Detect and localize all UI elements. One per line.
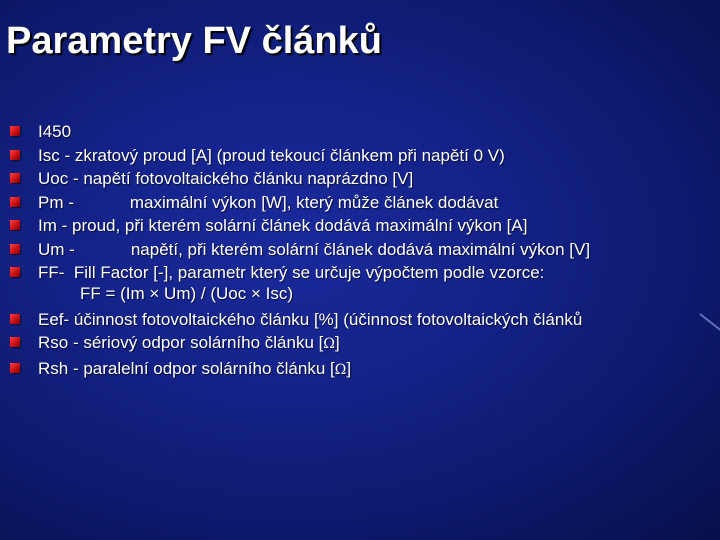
item-text: - proud, při kterém solární článek dodává maximální výkon [A]	[56, 216, 528, 235]
item-term: Eef	[38, 309, 64, 329]
slide-title: Parametry FV článků	[6, 20, 382, 62]
list-item-eef	[10, 308, 716, 332]
list-item-rso	[10, 331, 716, 357]
list-item-i450	[10, 120, 716, 144]
list-item-pm	[10, 191, 716, 215]
item-term: FF-	[38, 263, 65, 282]
item-text: - sériový odpor solárního článku [	[68, 333, 324, 352]
list-item-um	[10, 238, 716, 262]
bullet-marker-icon	[10, 363, 20, 373]
item-term: Pm -	[38, 192, 74, 212]
ff-formula: FF = (Im × Um) / (Uoc × Isc)	[80, 283, 293, 303]
ohm-symbol: Ω	[323, 336, 335, 352]
bullet-marker-icon	[10, 126, 20, 136]
item-text: - paralelní odpor solárního článku [	[68, 358, 335, 378]
item-suffix: ]	[346, 358, 352, 378]
item-term: Um -	[38, 239, 75, 259]
bullet-marker-icon	[10, 173, 20, 183]
bullet-marker-icon	[10, 220, 20, 230]
list-item-ff	[10, 261, 716, 302]
item-text: - účinnost fotovoltaického článku [%] (účinnost fotovoltaických článků	[63, 309, 583, 329]
item-text: - napětí fotovoltaického článku naprázdno [V]	[68, 169, 414, 188]
list-item-rsh	[10, 357, 716, 383]
bullet-marker-icon	[10, 197, 20, 207]
item-text: Fill Factor [-], parametr který se určuje výpočtem podle vzorce:	[73, 263, 545, 282]
bullet-marker-icon	[10, 267, 20, 277]
item-term: Rsh	[38, 358, 69, 378]
list-item-isc	[10, 144, 716, 168]
list-item-uoc	[10, 167, 716, 191]
item-text: - zkratový proud [A] (proud tekoucí článkem při napětí 0 V)	[59, 145, 505, 165]
bullet-marker-icon	[10, 244, 20, 254]
item-term: Isc	[38, 145, 60, 165]
item-text: maximální výkon [W], který může článek dodávat	[129, 192, 499, 212]
bullet-marker-icon	[10, 150, 20, 160]
ohm-symbol: Ω	[334, 361, 347, 378]
bullet-marker-icon	[10, 314, 20, 324]
item-term: Rso	[38, 333, 69, 352]
parameter-list	[10, 120, 716, 382]
item-term: Uoc	[38, 169, 69, 188]
item-text: napětí, při kterém solární článek dodává maximální výkon [V]	[130, 239, 591, 259]
item-suffix: ]	[334, 333, 340, 352]
item-term: I450	[38, 122, 72, 141]
bullet-marker-icon	[10, 337, 20, 347]
item-term: Im	[38, 216, 57, 235]
list-item-im	[10, 214, 716, 238]
